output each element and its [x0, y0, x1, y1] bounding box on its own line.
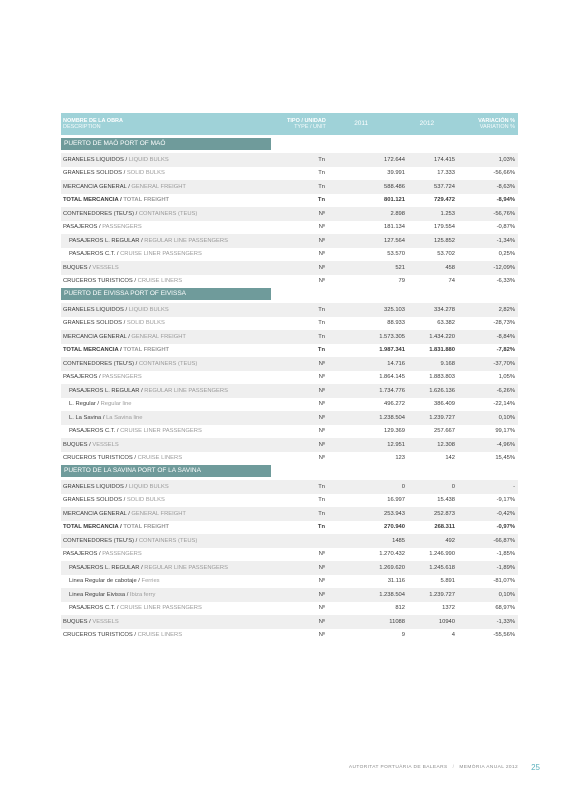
row-value-2011: 1.573.305 — [379, 333, 405, 340]
table-row — [61, 344, 518, 358]
row-value-2011: 1.238.504 — [379, 414, 405, 421]
row-label: GRANELES LÍQUIDOS / LIQUID BULKS — [63, 156, 169, 163]
row-label-es: PASAJEROS C.T. — [69, 428, 116, 435]
table-row — [61, 384, 518, 398]
row-label: GRANELES SÓLIDOS / SOLID BULKS — [63, 170, 165, 177]
footer-report: MEMÒRIA ANUAL 2012 — [459, 765, 519, 770]
row-value-2012: 63.382 — [437, 320, 455, 327]
row-variation: -6,33% — [496, 278, 515, 285]
row-unit: Nº — [318, 591, 325, 598]
row-variation: -8,63% — [496, 183, 515, 190]
row-label: GRANELES SÓLIDOS / SOLID BULKS — [63, 497, 165, 504]
row-label-en: VESSELS — [92, 441, 119, 448]
table-row — [61, 425, 518, 439]
table-row — [61, 615, 518, 629]
row-value-2012: 1.246.990 — [429, 551, 455, 558]
row-value-2011: 127.564 — [384, 237, 405, 244]
row-unit: Nº — [318, 360, 325, 367]
row-label-en: LIQUID BULKS — [128, 156, 169, 163]
row-label-es: TOTAL MERCANCÍA — [63, 197, 119, 204]
row-label-es: TOTAL MERCANCÍA — [63, 524, 119, 531]
row-value-2012: 15.438 — [437, 497, 455, 504]
row-label-es: CONTENEDORES (TEU'S) — [63, 537, 134, 544]
row-label-es: PASAJEROS L. REGULAR — [69, 237, 140, 244]
row-value-2012: 125.852 — [434, 237, 455, 244]
table-row — [61, 588, 518, 602]
row-label-en: REGULAR LINE PASSENGERS — [144, 387, 228, 394]
row-label-en: REGULAR LINE PASSENGERS — [144, 237, 228, 244]
row-label-es: GRANELES LÍQUIDOS — [63, 306, 124, 313]
header-name-en: DESCRIPTION — [63, 124, 101, 130]
table-row — [61, 221, 518, 235]
row-unit: Tn — [318, 183, 325, 190]
section-title — [61, 138, 271, 150]
table-row — [61, 357, 518, 371]
row-unit: Nº — [318, 264, 325, 271]
row-label-es: PASAJEROS L. REGULAR — [69, 564, 140, 571]
row-value-2012: 1.253 — [440, 210, 455, 217]
row-value-2011: 812 — [395, 605, 405, 612]
row-unit: Tn — [318, 483, 325, 490]
row-unit: Nº — [318, 618, 325, 625]
row-value-2011: 496.272 — [384, 401, 405, 408]
row-variation: -8,84% — [496, 333, 515, 340]
row-unit: Nº — [318, 278, 325, 285]
footer-separator: / — [452, 765, 455, 770]
header-name-es: NOMBRE DE LA OBRA — [63, 117, 123, 124]
row-value-2012: 1.434.220 — [429, 333, 455, 340]
row-variation: -8,94% — [496, 197, 515, 204]
row-label: PASAJEROS C.T. / CRUISE LINER PASSENGERS — [69, 428, 202, 435]
row-value-2011: 325.103 — [384, 306, 405, 313]
row-variation: -0,42% — [496, 510, 515, 517]
row-variation: -7,82% — [496, 347, 515, 354]
header-year-2012: 2012 — [419, 119, 435, 127]
row-label: PASAJEROS / PASSENGERS — [63, 551, 142, 558]
row-value-2012: 1.239.727 — [429, 591, 455, 598]
row-variation: -56,66% — [493, 170, 515, 177]
table-row — [61, 438, 518, 452]
row-variation: -9,17% — [496, 497, 515, 504]
header-tipo-en: TYPE / UNIT — [294, 124, 326, 130]
row-value-2011: 123 — [395, 455, 405, 462]
row-label-es: CRUCEROS TURÍSTICOS — [63, 278, 133, 285]
row-variation: -37,70% — [493, 360, 515, 367]
row-variation: 1,03% — [498, 156, 515, 163]
row-unit: Tn — [318, 156, 325, 163]
row-value-2011: 12.951 — [387, 441, 405, 448]
section-title-en: PORT OF LA SAVINA — [137, 467, 201, 474]
row-value-2012: 458 — [445, 264, 455, 271]
row-value-2011: 1.270.432 — [379, 551, 405, 558]
row-label-en: Regular line — [100, 401, 132, 408]
table-row — [61, 153, 518, 167]
section-title-es: PUERTO DE LA SAVINA — [64, 467, 136, 474]
row-label-en: CRUISE LINERS — [137, 455, 183, 462]
row-label: CRUCEROS TURÍSTICOS / CRUISE LINERS — [63, 632, 183, 639]
row-value-2012: 179.554 — [434, 224, 455, 231]
table-header — [61, 113, 518, 135]
row-variation: 2,82% — [498, 306, 515, 313]
row-unit: Nº — [318, 237, 325, 244]
row-label-es: Linea Regular de cabotaje — [69, 578, 137, 585]
row-unit: Nº — [318, 224, 325, 231]
row-label-es: GRANELES LÍQUIDOS — [63, 483, 124, 490]
row-variation: -12,09% — [493, 264, 515, 271]
row-label-es: BUQUES — [63, 441, 88, 448]
row-value-2011: 129.369 — [384, 428, 405, 435]
row-label-en: CONTAINERS (TEUS) — [138, 360, 198, 367]
row-value-2012: 1.831.880 — [429, 347, 455, 354]
row-label-en: CRUISE LINER PASSENGERS — [120, 251, 202, 258]
row-variation: -4,96% — [496, 441, 515, 448]
row-value-2012: 1372 — [442, 605, 455, 612]
row-value-2011: 88.933 — [387, 320, 405, 327]
row-value-2011: 1.987.341 — [379, 347, 405, 354]
row-unit: Tn — [317, 524, 325, 531]
table-row — [61, 275, 518, 289]
row-value-2011: 79 — [398, 278, 405, 285]
row-label: TOTAL MERCANCÍA / TOTAL FREIGHT — [63, 524, 170, 531]
row-label: PASAJEROS / PASSENGERS — [63, 374, 142, 381]
row-unit: Nº — [318, 251, 325, 258]
row-label: GRANELES LÍQUIDOS / LIQUID BULKS — [63, 306, 169, 313]
row-variation: -6,26% — [496, 387, 515, 394]
table-row — [61, 167, 518, 181]
row-value-2011: 588.486 — [384, 183, 405, 190]
row-label-en: CRUISE LINER PASSENGERS — [120, 428, 202, 435]
row-label-es: TOTAL MERCANCÍA — [63, 347, 119, 354]
table-row — [61, 534, 518, 548]
row-label-en: CONTAINERS (TEUS) — [138, 537, 198, 544]
row-label-es: CONTENEDORES (TEU'S) — [63, 360, 134, 367]
row-value-2011: 14.716 — [387, 360, 405, 367]
row-label-es: Linea Regular Eivissa — [69, 591, 126, 598]
row-label-en: TOTAL FREIGHT — [123, 347, 170, 354]
row-value-2012: 1.883.803 — [429, 374, 455, 381]
row-label: L. Regular / Regular line — [69, 401, 132, 408]
row-label-es: PASAJEROS L. REGULAR — [69, 387, 140, 394]
table-row — [61, 507, 518, 521]
row-label: L. La Savina / La Savina line — [69, 414, 143, 421]
row-variation: -56,76% — [493, 210, 515, 217]
row-value-2011: 270.940 — [384, 524, 405, 531]
row-variation: 0,25% — [498, 251, 515, 258]
row-label-en: TOTAL FREIGHT — [123, 524, 170, 531]
row-label-en: Ferries — [141, 578, 160, 585]
row-label: PASAJEROS C.T. / CRUISE LINER PASSENGERS — [69, 251, 202, 258]
row-variation: -1,33% — [496, 618, 515, 625]
row-label-es: CRUCEROS TURÍSTICOS — [63, 455, 133, 462]
row-label-en: GENERAL FREIGHT — [131, 183, 186, 190]
row-value-2012: 142 — [445, 455, 455, 462]
page-footer — [349, 763, 540, 772]
row-value-2012: 257.667 — [434, 428, 455, 435]
row-value-2012: 4 — [451, 632, 455, 639]
row-variation: 0,10% — [498, 414, 515, 421]
table-row — [61, 575, 518, 589]
row-value-2012: 537.724 — [434, 183, 455, 190]
row-unit: Tn — [318, 510, 325, 517]
table-row — [61, 194, 518, 208]
row-label: CRUCEROS TURÍSTICOS / CRUISE LINERS — [63, 455, 183, 462]
row-variation: -0,97% — [496, 524, 515, 531]
row-unit: Nº — [318, 564, 325, 571]
row-label: CONTENEDORES (TEU'S) / CONTAINERS (TEUS) — [63, 210, 198, 217]
row-variation: 15,45% — [495, 455, 515, 462]
header-tipo — [276, 113, 326, 135]
row-value-2012: 1.239.727 — [429, 414, 455, 421]
row-label: BUQUES / VESSELS — [63, 441, 119, 448]
table-row — [61, 398, 518, 412]
row-value-2011: 1.864.145 — [379, 374, 405, 381]
table-row — [61, 317, 518, 331]
row-unit: Tn — [318, 170, 325, 177]
port-statistics-table — [61, 113, 518, 642]
row-value-2012: 0 — [451, 483, 455, 490]
table-row — [61, 561, 518, 575]
row-value-2012: 53.702 — [437, 251, 455, 258]
row-value-2012: 492 — [445, 537, 455, 544]
section-title-es: PUERTO DE EIVISSA — [64, 290, 129, 297]
row-label-en: TOTAL FREIGHT — [123, 197, 170, 204]
table-row — [61, 629, 518, 643]
row-unit: Nº — [318, 632, 325, 639]
section-title — [61, 465, 271, 477]
header-year-2011: 2011 — [354, 119, 369, 127]
table-row — [61, 411, 518, 425]
row-value-2011: 1485 — [392, 537, 405, 544]
table-row — [61, 371, 518, 385]
row-label-es: PASAJEROS — [63, 224, 98, 231]
row-label-es: GRANELES SÓLIDOS — [63, 170, 122, 177]
table-row — [61, 452, 518, 466]
table-row — [61, 248, 518, 262]
row-label-en: VESSELS — [92, 618, 119, 625]
row-unit: Nº — [318, 374, 325, 381]
row-value-2011: 521 — [395, 264, 405, 271]
row-value-2011: 2.898 — [390, 210, 405, 217]
row-unit: Nº — [318, 210, 325, 217]
row-label-en: CRUISE LINER PASSENGERS — [120, 605, 202, 612]
row-label-es: L. Regular — [69, 401, 96, 408]
row-label-en: SOLID BULKS — [126, 170, 165, 177]
row-label-en: CRUISE LINERS — [137, 632, 183, 639]
row-value-2011: 253.943 — [384, 510, 405, 517]
row-label-es: PASAJEROS C.T. — [69, 251, 116, 258]
row-unit: Nº — [318, 441, 325, 448]
row-label-en: PASSENGERS — [102, 374, 142, 381]
table-body — [61, 138, 518, 642]
row-label-es: MERCANCÍA GENERAL — [63, 183, 127, 190]
row-label: MERCANCÍA GENERAL / GENERAL FREIGHT — [63, 510, 186, 517]
row-label: PASAJEROS L. REGULAR / REGULAR LINE PASSENGERS — [69, 237, 228, 244]
row-label-es: BUQUES — [63, 618, 88, 625]
row-value-2011: 11088 — [389, 618, 405, 625]
row-label-es: L. La Savina — [69, 414, 102, 421]
row-value-2012: 74 — [448, 278, 455, 285]
row-value-2011: 53.570 — [387, 251, 405, 258]
row-label: CONTENEDORES (TEU'S) / CONTAINERS (TEUS) — [63, 360, 198, 367]
row-unit: Tn — [318, 333, 325, 340]
table-row — [61, 480, 518, 494]
row-label-es: GRANELES SÓLIDOS — [63, 320, 122, 327]
row-unit: Tn — [318, 497, 325, 504]
row-unit: Tn — [318, 306, 325, 313]
row-variation: -1,85% — [496, 551, 515, 558]
row-unit: Nº — [318, 414, 325, 421]
row-label-en: GENERAL FREIGHT — [131, 333, 186, 340]
row-label-en: CRUISE LINERS — [137, 278, 183, 285]
row-value-2011: 801.121 — [384, 197, 405, 204]
row-value-2012: 252.873 — [434, 510, 455, 517]
row-unit: Nº — [318, 387, 325, 394]
table-row — [61, 521, 518, 535]
row-value-2012: 10940 — [438, 618, 455, 625]
row-label: BUQUES / VESSELS — [63, 264, 119, 271]
row-label-en: REGULAR LINE PASSENGERS — [144, 564, 228, 571]
row-value-2012: 9.168 — [440, 360, 455, 367]
row-variation: 0,10% — [498, 591, 515, 598]
row-variation: -66,87% — [493, 537, 515, 544]
row-variation: -0,87% — [496, 224, 515, 231]
table-row — [61, 330, 518, 344]
row-unit: Tn — [317, 197, 325, 204]
table-row — [61, 234, 518, 248]
row-value-2011: 39.991 — [387, 170, 405, 177]
row-label-es: MERCANCÍA GENERAL — [63, 333, 127, 340]
row-label-en: PASSENGERS — [102, 551, 142, 558]
row-label-en: VESSELS — [92, 264, 119, 271]
row-variation: -1,89% — [496, 564, 515, 571]
row-variation: 99,17% — [495, 428, 515, 435]
row-unit: Nº — [318, 551, 325, 558]
row-value-2011: 16.997 — [387, 497, 405, 504]
table-row — [61, 207, 518, 221]
row-label: GRANELES LÍQUIDOS / LIQUID BULKS — [63, 483, 169, 490]
row-variation: -81,07% — [493, 578, 515, 585]
header-name — [61, 113, 276, 135]
row-variation: -28,73% — [493, 320, 515, 327]
row-label-en: LIQUID BULKS — [128, 483, 169, 490]
row-label-en: GENERAL FREIGHT — [131, 510, 186, 517]
section-title-es: PUERTO DE MAÓ — [64, 140, 119, 147]
row-label-es: CRUCEROS TURÍSTICOS — [63, 632, 133, 639]
row-label-es: PASAJEROS — [63, 551, 98, 558]
page-number: 25 — [531, 763, 540, 772]
row-label-en: LIQUID BULKS — [128, 306, 169, 313]
header-var-es: VARIACIÓN % — [478, 117, 516, 124]
header-tipo-es: TIPO / UNIDAD — [287, 117, 326, 124]
header-var-en: VARIATION % — [479, 124, 516, 130]
row-unit: Nº — [318, 401, 325, 408]
row-value-2011: 1.269.620 — [379, 564, 405, 571]
row-value-2011: 31.116 — [387, 578, 405, 585]
row-label: Linea Regular de cabotaje / Ferries — [69, 578, 160, 585]
row-label-en: SOLID BULKS — [126, 497, 165, 504]
row-label-es: CONTENEDORES (TEU'S) — [63, 210, 134, 217]
table-row — [61, 261, 518, 275]
row-label: Linea Regular Eivissa / Ibiza ferry — [69, 591, 156, 598]
header-variation — [457, 113, 518, 135]
row-unit: Nº — [318, 428, 325, 435]
row-value-2012: 12.308 — [437, 441, 455, 448]
row-value-2012: 268.311 — [434, 524, 455, 531]
row-label-en: SOLID BULKS — [126, 320, 165, 327]
row-label: CRUCEROS TURÍSTICOS / CRUISE LINERS — [63, 278, 183, 285]
row-variation: -55,56% — [493, 632, 515, 639]
row-variation: -1,34% — [496, 237, 515, 244]
row-label-en: PASSENGERS — [102, 224, 142, 231]
row-value-2011: 9 — [401, 632, 405, 639]
row-label-es: GRANELES LÍQUIDOS — [63, 156, 124, 163]
row-label-es: PASAJEROS C.T. — [69, 605, 116, 612]
row-variation: 68,97% — [495, 605, 515, 612]
row-value-2012: 5.891 — [440, 578, 455, 585]
row-label-en: La Savina line — [106, 414, 143, 421]
section-title-en: PORT OF MAÓ — [120, 140, 166, 147]
row-value-2012: 386.409 — [434, 401, 455, 408]
row-label: TOTAL MERCANCÍA / TOTAL FREIGHT — [63, 197, 170, 204]
table-row — [61, 180, 518, 194]
row-label-en: Ibiza ferry — [129, 591, 156, 598]
row-unit: Nº — [318, 455, 325, 462]
section-title-en: PORT OF EIVISSA — [130, 290, 186, 297]
row-unit: Tn — [317, 347, 325, 354]
row-unit: Nº — [318, 605, 325, 612]
row-label: GRANELES SÓLIDOS / SOLID BULKS — [63, 320, 165, 327]
row-value-2011: 172.644 — [384, 156, 405, 163]
footer-org: AUTORITAT PORTUÀRIA DE BALEARS — [348, 765, 448, 770]
row-label: PASAJEROS L. REGULAR / REGULAR LINE PASSENGERS — [69, 387, 228, 394]
row-label-es: MERCANCÍA GENERAL — [63, 510, 127, 517]
row-label: MERCANCÍA GENERAL / GENERAL FREIGHT — [63, 183, 186, 190]
row-label-es: BUQUES — [63, 264, 88, 271]
row-label: MERCANCÍA GENERAL / GENERAL FREIGHT — [63, 333, 186, 340]
row-label: PASAJEROS C.T. / CRUISE LINER PASSENGERS — [69, 605, 202, 612]
row-value-2012: 1.626.136 — [429, 387, 455, 394]
table-row — [61, 303, 518, 317]
row-label: BUQUES / VESSELS — [63, 618, 119, 625]
row-value-2011: 1.734.776 — [379, 387, 405, 394]
row-variation: - — [513, 483, 515, 490]
row-label: TOTAL MERCANCÍA / TOTAL FREIGHT — [63, 347, 170, 354]
row-label: PASAJEROS / PASSENGERS — [63, 224, 142, 231]
row-value-2012: 174.415 — [434, 156, 455, 163]
row-label: PASAJEROS L. REGULAR / REGULAR LINE PASSENGERS — [69, 564, 228, 571]
row-label-es: PASAJEROS — [63, 374, 98, 381]
row-value-2011: 0 — [401, 483, 405, 490]
row-label-es: GRANELES SÓLIDOS — [63, 497, 122, 504]
row-value-2012: 17.333 — [437, 170, 455, 177]
row-value-2011: 1.238.504 — [379, 591, 405, 598]
row-unit: Nº — [318, 578, 325, 585]
row-label-en: CONTAINERS (TEUS) — [138, 210, 198, 217]
row-variation: 1,05% — [498, 374, 515, 381]
table-row — [61, 548, 518, 562]
row-value-2012: 1.245.618 — [429, 564, 455, 571]
row-value-2011: 181.134 — [384, 224, 405, 231]
row-unit: Tn — [318, 320, 325, 327]
section-title — [61, 288, 271, 300]
row-variation: -22,14% — [493, 401, 515, 408]
row-value-2012: 334.278 — [434, 306, 455, 313]
row-label: CONTENEDORES (TEU'S) / CONTAINERS (TEUS) — [63, 537, 198, 544]
table-row — [61, 494, 518, 508]
table-row — [61, 602, 518, 616]
row-value-2012: 729.472 — [434, 197, 455, 204]
